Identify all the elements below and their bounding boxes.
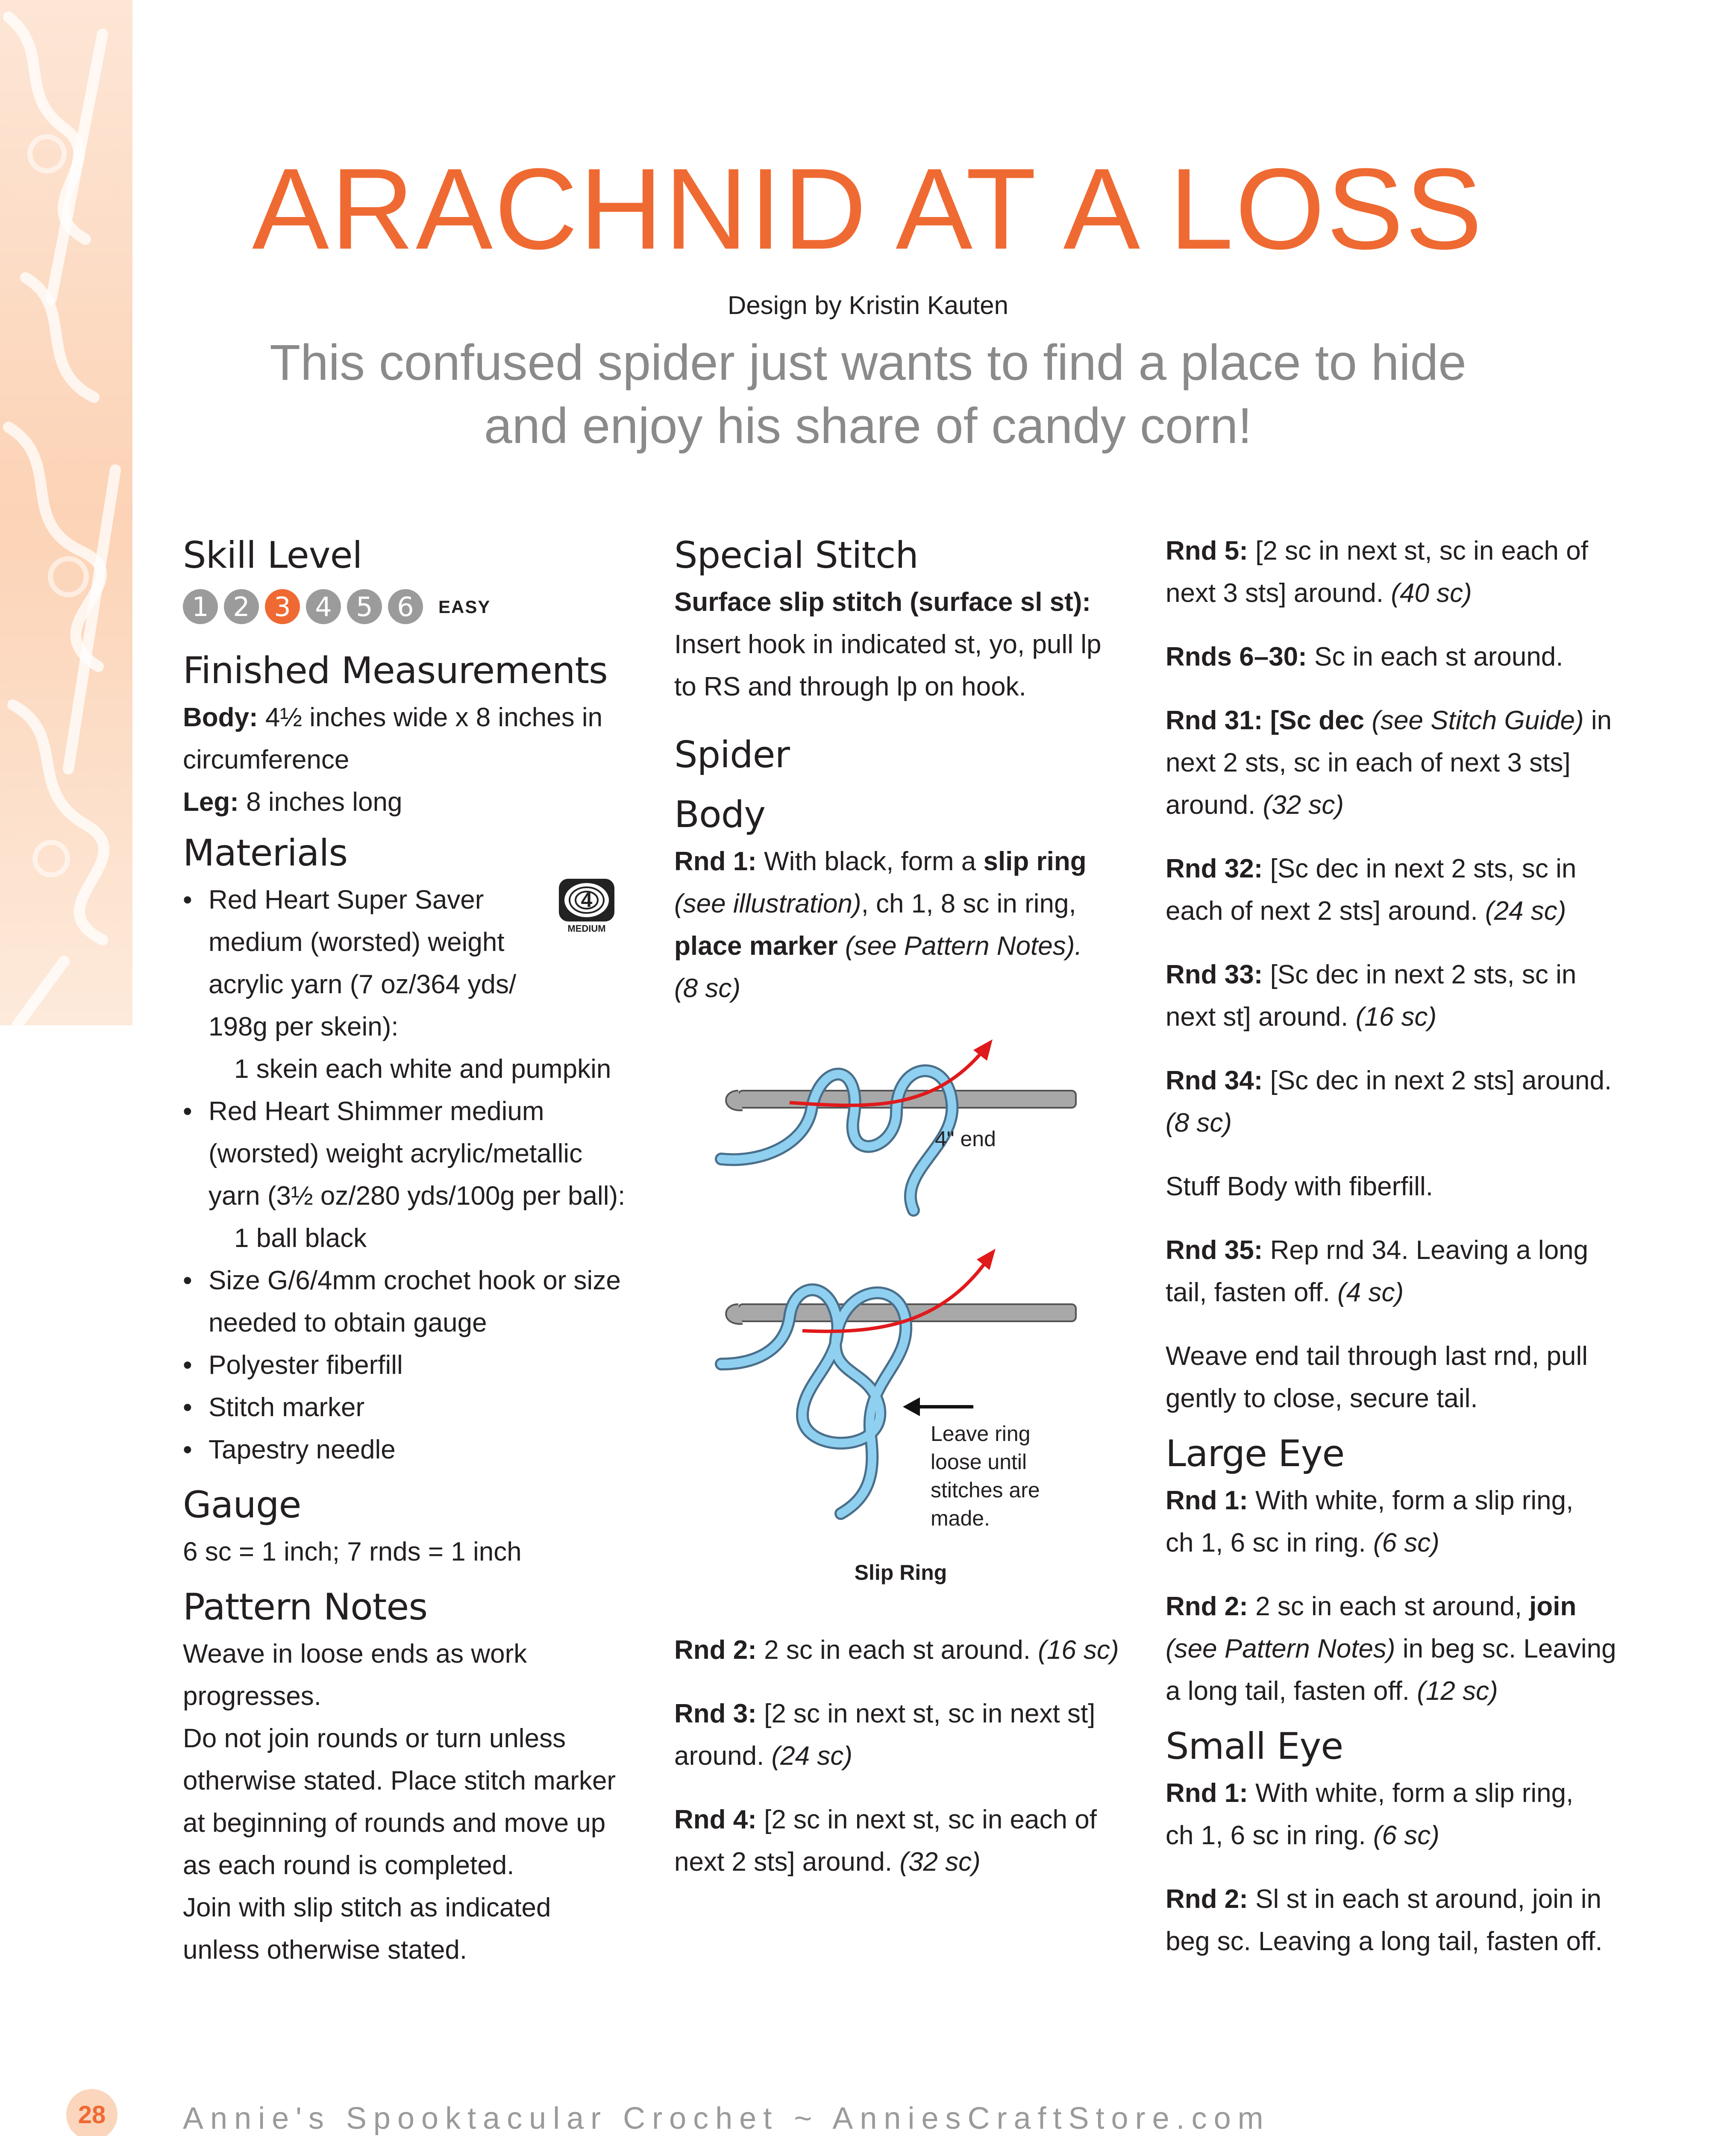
weave-end: Weave end tail through last rnd, pull xyxy=(1166,1341,1588,1371)
rnd1-line3: place marker (see Pattern Notes). xyxy=(674,931,1082,961)
stuff-body: Stuff Body with fiberfill. xyxy=(1166,1172,1433,1201)
end-length-label: 4" end xyxy=(935,1127,996,1151)
large-eye-rnd2: Rnd 2: 2 sc in each st around, join xyxy=(1166,1592,1577,1621)
special-stitch-text: to RS and through lp on hook. xyxy=(674,672,1026,701)
yarn-weight-number: 4 xyxy=(581,889,593,912)
page-footer xyxy=(0,2089,1736,2136)
skill-level-3-active: 3 xyxy=(265,589,300,624)
rnd3: Rnd 3: [2 sc in next st, sc in next st] xyxy=(674,1699,1096,1728)
note-line: Do not join rounds or turn unless xyxy=(183,1724,566,1753)
material-item: • Stitch marker xyxy=(183,1386,636,1429)
skill-level-heading: Skill Level xyxy=(183,534,362,577)
large-eye-heading: Large Eye xyxy=(1166,1432,1345,1475)
skill-level-2: 2 xyxy=(224,589,259,624)
gauge-text: 6 sc = 1 inch; 7 rnds = 1 inch xyxy=(183,1537,522,1567)
materials-block xyxy=(183,879,636,1471)
note-line: unless otherwise stated. xyxy=(183,1935,467,1965)
rnd4: Rnd 4: [2 sc in next st, sc in each of xyxy=(674,1805,1097,1834)
special-stitch-name: Surface slip stitch (surface sl st): xyxy=(674,587,1091,617)
skill-level-4: 4 xyxy=(306,589,341,624)
diagram-caption: Slip Ring xyxy=(854,1561,947,1584)
page-number: 28 xyxy=(66,2089,117,2136)
note-line: Weave in loose ends as work xyxy=(183,1639,527,1669)
rnd2: Rnd 2: 2 sc in each st around. (16 sc) xyxy=(674,1635,1119,1665)
body-measurement: Body: 4½ inches wide x 8 inches in xyxy=(183,703,603,732)
subtitle-line-1: This confused spider just wants to find a place to hide xyxy=(270,334,1466,391)
special-stitch-text: Insert hook in indicated st, yo, pull lp xyxy=(674,630,1102,659)
material-item: • Size G/6/4mm crochet hook or size needed to obtain gauge xyxy=(183,1259,636,1344)
small-eye-rnd2: Rnd 2: Sl st in each st around, join in xyxy=(1166,1884,1602,1914)
large-eye-rnd1: Rnd 1: With white, form a slip ring, xyxy=(1166,1486,1574,1515)
body-measurement-cont: circumference xyxy=(183,745,350,775)
yarn-weight-label: MEDIUM xyxy=(567,923,606,934)
materials-heading: Materials xyxy=(183,832,348,874)
skill-level-5: 5 xyxy=(347,589,382,624)
note-line: otherwise stated. Place stitch marker xyxy=(183,1766,616,1796)
page-title: ARACHNID AT A LOSS xyxy=(252,145,1484,273)
black-arrow-icon xyxy=(903,1397,973,1416)
right-column: Rnd 5: [2 sc in next st, sc in each of next 3 sts] around. (40 sc) Rnds 6–30: Sc in each st around. Rnd 31: [Sc dec (see Stitch Guide) in next 2 sts, sc in each of next 3 sts] around. (32 sc) Rnd 32: [Sc dec in next 2 sts, sc in each of next 2 sts] around. (24 sc) Rnd 33: [Sc dec in next 2 sts, sc in next st] around. (16 sc) Rnd 34: [Sc dec in next 2 sts] around. (8 sc) Stuff Body with fiberfill. Rnd 35: Rep rnd 34. Leaving a long tail, fasten off. (4 sc) Weave end tail through last rnd, pull gently to close, secure tail. Large Eye Rnd 1: With white, form a slip ring, ch 1, 6 sc in ring. (6 sc) Rnd 2: 2 sc in each st around, join (see Pattern Notes) in beg sc. Leaving a long tail, fasten off. (12 sc) Small Eye Rnd 1: With white, form a slip ring, ch 1, 6 sc in ring. (6 sc) Rnd 2: Sl st in each st around, join in beg sc. Leaving a long tail, fasten off. xyxy=(1166,530,1644,1963)
slip-ring-illustration xyxy=(674,1009,1127,1573)
designer-byline: Design by Kristin Kauten xyxy=(727,291,1008,320)
material-item: • Red Heart Shimmer medium (worsted) weight acrylic/metallic yarn (3½ oz/280 yds/100g per ball): 1 ball black xyxy=(183,1090,636,1259)
rnd1-line2: (see illustration), ch 1, 8 sc in ring, xyxy=(674,889,1076,918)
rnd1-count: (8 sc) xyxy=(674,974,740,1003)
rnd33: Rnd 33: [Sc dec in next 2 sts, sc in xyxy=(1166,960,1577,989)
rnd34: Rnd 34: [Sc dec in next 2 sts] around. xyxy=(1166,1066,1612,1095)
note-line: progresses. xyxy=(183,1681,321,1711)
gauge-heading: Gauge xyxy=(183,1484,301,1526)
materials-list xyxy=(183,879,636,1471)
rnd1-line1: Rnd 1: With black, form a slip ring xyxy=(674,847,1087,876)
rnd32: Rnd 32: [Sc dec in next 2 sts, sc in xyxy=(1166,854,1577,883)
leg-measurement: Leg: 8 inches long xyxy=(183,787,402,817)
leave-ring-note: Leave ring loose until stitches are made. xyxy=(931,1422,1040,1530)
body-heading: Body xyxy=(674,793,766,836)
skill-level-label: EASY xyxy=(438,596,491,617)
middle-column: Special Stitch Surface slip stitch (surface sl st): Insert hook in indicated st, yo, pull lp to RS and through lp on hook. Spider Body Rnd 1: With black, form a slip ring (see illustration), ch 1, 8 sc in ring, place marker (see Pattern Notes). (8 sc) 4" end Leave ring loose until stitches are made. Slip Ring Rnd 2: 2 sc in each st around. (16 sc) Rnd 3: [2 sc in next st, sc in next st] around. (24 sc) Rnd 4: [2 sc in next st, sc in each of next 2 sts] around. (32 sc) xyxy=(674,530,1127,1883)
skill-level-6: 6 xyxy=(388,589,423,624)
left-column xyxy=(183,530,636,1971)
note-line: at beginning of rounds and move up xyxy=(183,1808,606,1838)
note-line: as each round is completed. xyxy=(183,1851,514,1880)
rnd35: Rnd 35: Rep rnd 34. Leaving a long xyxy=(1166,1235,1589,1265)
material-item: • Tapestry needle xyxy=(183,1429,636,1471)
small-eye-heading: Small Eye xyxy=(1166,1725,1343,1768)
material-item: • Red Heart Super Saver medium (worsted) weight acrylic yarn (7 oz/364 yds/ 198g per skein): 1 skein each white and pumpkin xyxy=(183,879,636,1090)
slip-ring-diagram xyxy=(674,1009,1127,1608)
skill-level-indicator xyxy=(183,581,636,632)
rnd5: Rnd 5: [2 sc in next st, sc in each of xyxy=(1166,536,1588,566)
note-line: Join with slip stitch as indicated xyxy=(183,1893,551,1922)
subtitle xyxy=(0,331,1736,458)
rnd31: Rnd 31: [Sc dec (see Stitch Guide) in xyxy=(1166,706,1612,735)
rnds-6-30: Rnds 6–30: Sc in each st around. xyxy=(1166,642,1563,672)
small-eye-rnd1: Rnd 1: With white, form a slip ring, xyxy=(1166,1778,1574,1808)
finished-measurements-heading: Finished Measurements xyxy=(183,649,608,692)
footer-publication: Annie's Spooktacular Crochet ~ AnniesCraftStore.com xyxy=(183,2101,1270,2136)
pattern-notes-heading: Pattern Notes xyxy=(183,1586,428,1628)
material-item: • Polyester fiberfill xyxy=(183,1344,636,1386)
subtitle-line-2: and enjoy his share of candy corn! xyxy=(484,398,1252,454)
skill-level-1: 1 xyxy=(183,589,218,624)
special-stitch-heading: Special Stitch xyxy=(674,534,918,577)
spider-heading: Spider xyxy=(674,734,790,776)
